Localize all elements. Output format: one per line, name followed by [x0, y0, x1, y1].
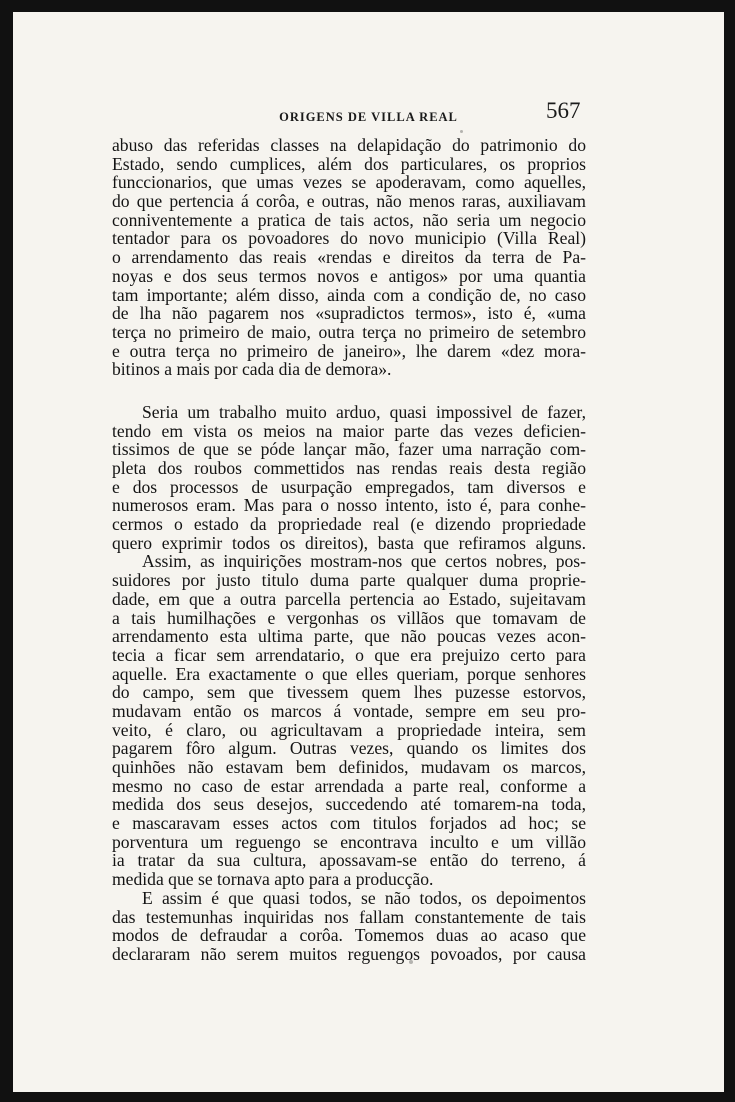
- text-line: medida que se tornava apto para a producção.: [112, 869, 434, 890]
- text-line: tissimos de que se póde lançar mão, fazer uma narração com-: [112, 439, 586, 460]
- text-line: veito, é claro, ou agricultavam a propriedade inteira, sem: [112, 719, 586, 740]
- text-line: pagarem fôro algum. Outras vezes, quando os limites dos: [112, 738, 586, 759]
- text-line: declararam não serem muitos reguengos povoados, por causa: [112, 943, 586, 964]
- paragraph-1: [112, 136, 586, 379]
- text-line: bitinos a mais por cada dia de demora».: [112, 359, 392, 380]
- text-line: porventura um reguengo se encontrava inculto e um villão: [112, 831, 586, 852]
- text-line: de lha não pagarem nos «supradictos termos», isto é, «uma: [112, 303, 586, 324]
- text-line: do campo, sem que tivessem quem lhes puzesse estorvos,: [112, 682, 586, 703]
- paragraph-2: [112, 403, 586, 553]
- paragraph-4: [112, 889, 586, 964]
- paragraph-3: [112, 552, 586, 888]
- text-line: Assim, as inquirições mostram-nos que certos nobres, pos-: [142, 551, 586, 572]
- text-line: suidores por justo titulo duma parte qualquer duma proprie-: [112, 570, 586, 591]
- text-line: Estado, sendo cumplices, além dos particulares, os proprios: [112, 153, 586, 174]
- book-page: [13, 12, 724, 1092]
- text-line: E assim é que quasi todos, se não todos, os depoimentos: [142, 887, 586, 908]
- paragraph-gap: [112, 379, 586, 403]
- text-line: abuso das referidas classes na delapidação do patrimonio do: [112, 135, 586, 155]
- text-line: e mascaravam esses actos com titulos forjados ad hoc; se: [112, 813, 586, 834]
- text-line: ia tratar da sua cultura, apossavam-se então do terreno, á: [112, 850, 586, 871]
- paper-speck: [460, 130, 463, 133]
- text-line: tendo em vista os meios na maior parte das vezes deficien-: [112, 420, 586, 441]
- text-line: quero exprimir todos os direitos), basta que refiramos alguns.: [112, 532, 586, 553]
- text-line: do que pertencia á corôa, e outras, não menos raras, auxiliavam: [112, 191, 586, 212]
- text-line: medida dos seus desejos, succedendo até tomarem-na toda,: [112, 794, 586, 815]
- text-line: terça no primeiro de maio, outra terça no primeiro de setembro: [112, 321, 586, 342]
- text-line: tam importante; além disso, ainda com a condição de, no caso: [112, 284, 586, 305]
- text-line: e dos processos de usurpação empregados, tam diversos e: [112, 476, 586, 497]
- text-line: conniventemente a pratica de tais actos, não seria um negocio: [112, 209, 586, 230]
- text-line: das testemunhas inquiridas nos fallam constantemente de tais: [112, 906, 586, 927]
- text-line: a tais humilhações e vergonhas os villãos que tomavam de: [112, 607, 586, 628]
- page-number: 567: [546, 98, 581, 123]
- text-line: aquelle. Era exactamente o que elles queriam, porque senhores: [112, 663, 586, 684]
- text-line: arrendamento esta ultima parte, que não poucas vezes acon-: [112, 626, 586, 647]
- text-line: tentador para os povoadores do novo municipio (Villa Real): [112, 228, 586, 249]
- text-line: pleta dos roubos commettidos nas rendas reais desta região: [112, 458, 586, 478]
- text-line: o arrendamento das reais «rendas e direitos da terra de Pa-: [112, 247, 586, 268]
- text-line: mesmo no caso de estar arrendada a parte real, conforme a: [112, 775, 586, 796]
- text-line: mudavam então os marcos á vontade, sempre em seu pro-: [112, 700, 586, 721]
- text-line: dade, em que a outra parcella pertencia ao Estado, sujeitavam: [112, 588, 586, 609]
- text-line: tecia a ficar sem arrendatario, o que era prejuizo certo para: [112, 644, 586, 665]
- text-line: cermos o estado da propriedade real (e dizendo propriedade: [112, 514, 586, 535]
- text-line: Seria um trabalho muito arduo, quasi impossivel de fazer,: [142, 401, 586, 422]
- text-line: quinhões não estavam bem definidos, mudavam os marcos,: [112, 757, 586, 777]
- page-header: [13, 98, 724, 136]
- text-line: modos de defraudar a corôa. Tomemos duas ao acaso que: [112, 925, 586, 946]
- text-line: funccionarios, que umas vezes se apoderavam, como aquelles,: [112, 172, 586, 193]
- running-head: ORIGENS DE VILLA REAL: [279, 110, 458, 124]
- text-line: e outra terça no primeiro de janeiro», lhe darem «dez mora-: [112, 340, 586, 361]
- text-line: noyas e dos seus termos novos e antigos» por uma quantia: [112, 265, 586, 286]
- text-line: numerosos eram. Mas para o nosso intento, isto é, para conhe-: [112, 495, 586, 516]
- body-text: [112, 136, 586, 964]
- paper-speck: [409, 960, 413, 964]
